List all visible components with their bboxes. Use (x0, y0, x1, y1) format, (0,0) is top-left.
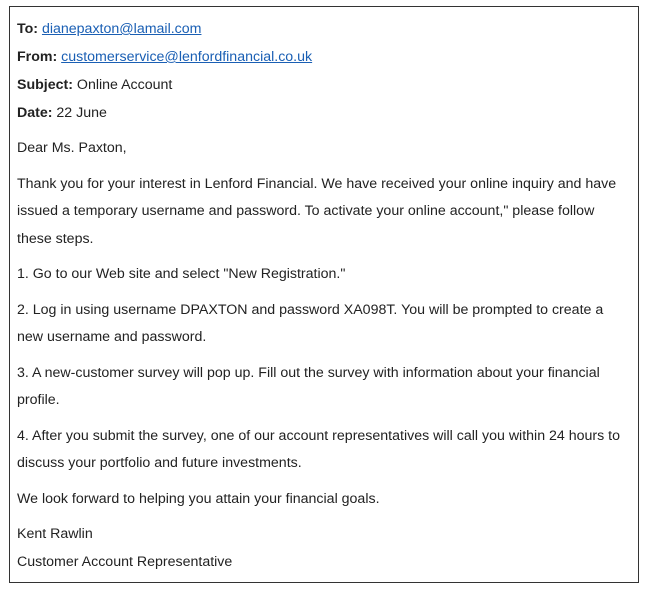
from-email-link[interactable]: customerservice@lenfordfinancial.co.uk (61, 49, 313, 65)
to-email-link[interactable]: dianepaxton@lamail.com (41, 21, 202, 37)
step-4: 4. After you submit the survey, one of our account representatives will call you within 24 hours to discuss your portfolio and future investments. (17, 427, 621, 471)
from-label: From: (17, 49, 62, 65)
date-value: 22 June (56, 105, 107, 121)
signature-title: Customer Account Representative (17, 553, 233, 570)
closing-paragraph: We look forward to helping you attain your financial goals. (17, 490, 380, 507)
subject-value: Online Account (76, 77, 173, 93)
step-2: 2. Log in using username DPAXTON and password XA098T. You will be prompted to create a new username and password. (17, 301, 604, 345)
step-3: 3. A new-customer survey will pop up. Fill out the survey with information about your financial profile. (17, 364, 600, 408)
subject-label: Subject: (17, 77, 77, 93)
to-line (17, 15, 631, 43)
email-container (9, 6, 639, 583)
date-label: Date: (17, 105, 57, 121)
to-label: To: (17, 21, 42, 37)
from-line (17, 43, 631, 71)
intro-paragraph: Thank you for your interest in Lenford Financial. We have received your online inquiry and have issued a temporary username and password. To activate your online account," please follow these steps. (17, 175, 617, 247)
step-1: 1. Go to our Web site and select "New Registration." (17, 266, 346, 282)
greeting: Dear Ms. Paxton, (17, 140, 127, 156)
date-line (17, 99, 631, 127)
signature-name: Kent Rawlin (17, 526, 93, 542)
subject-line (17, 71, 631, 99)
